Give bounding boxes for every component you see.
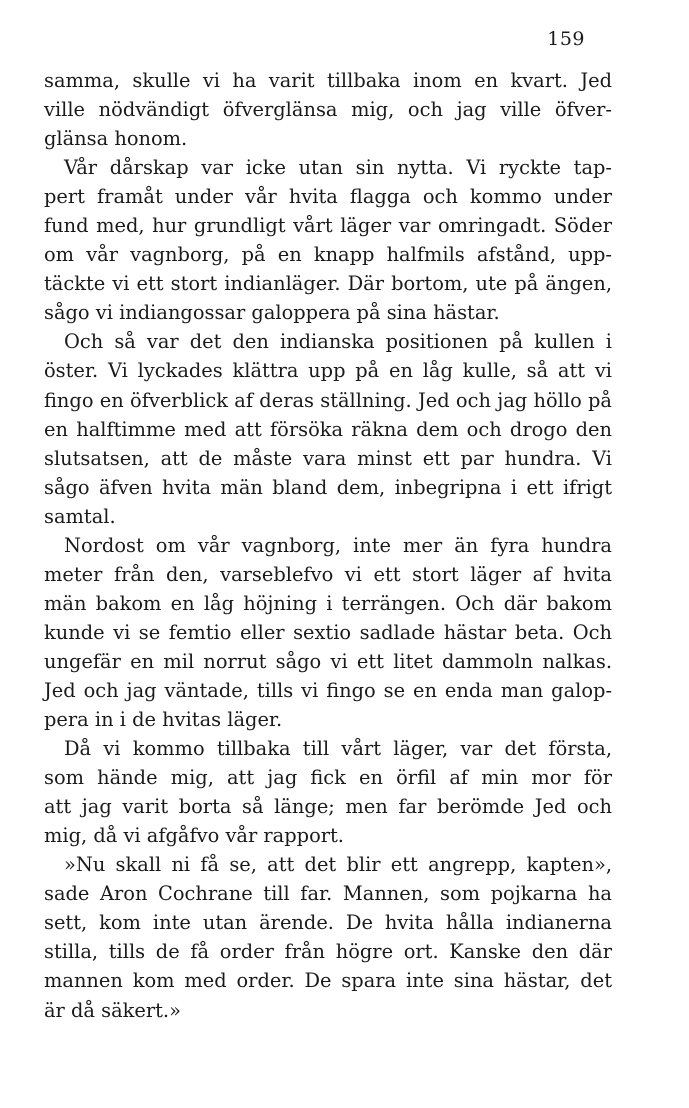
body-text	[44, 66, 612, 1025]
text-line: Nordost om vår vagnborg, inte mer än fyra hundra	[64, 533, 612, 557]
text-line: pert framåt under vår hvita flagga och kommo under	[44, 185, 612, 209]
text-line: fingo en öfverblick af deras ställning. Jed och jag höllo på	[44, 388, 612, 412]
text-line: sågo vi indiangossar galoppera på sina hästar.	[44, 301, 500, 325]
text-line: som hände mig, att jag fick en örfil af min mor för	[44, 766, 612, 790]
text-line: öster. Vi lyckades klättra upp på en låg kulle, så att vi	[44, 359, 612, 383]
text-line: män bakom en låg höjning i terrängen. Och där bakom	[44, 591, 612, 615]
text-line: att jag varit borta så länge; men far berömde Jed och	[44, 795, 612, 819]
text-line: täckte vi ett stort indianläger. Där bortom, ute på ängen,	[44, 272, 612, 296]
text-line: Vår dårskap var icke utan sin nytta. Vi ryckte tap-	[64, 156, 612, 180]
text-line: sade Aron Cochrane till far. Mannen, som pojkarna ha	[44, 882, 612, 906]
text-line: Då vi kommo tillbaka till vårt läger, var det första,	[64, 737, 612, 761]
text-line: ville nödvändigt öfverglänsa mig, och jag ville öfver-	[44, 98, 612, 122]
text-line: samma, skulle vi ha varit tillbaka inom en kvart. Jed	[44, 69, 612, 92]
text-line: glänsa honom.	[44, 127, 188, 151]
text-line: är då säkert.»	[44, 998, 181, 1022]
text-line: om vår vagnborg, på en knapp halfmils afstånd, upp-	[44, 243, 612, 267]
text-line: mannen kom med order. De spara inte sina hästar, det	[44, 969, 612, 993]
text-line: fund med, hur grundligt vårt läger var omringadt. Söder	[44, 214, 612, 238]
text-line: ungefär en mil norrut sågo vi ett litet dammoln nalkas.	[44, 649, 612, 673]
text-line: samtal.	[44, 504, 116, 528]
text-line: mig, då vi afgåfvo vår rapport.	[44, 824, 344, 848]
text-line: kunde vi se femtio eller sextio sadlade hästar beta. Och	[44, 620, 612, 644]
text-line: pera in i de hvitas läger.	[44, 708, 283, 732]
text-line: en halftimme med att försöka räkna dem och drogo den	[44, 417, 612, 441]
page-number: 159	[547, 28, 585, 50]
text-line: meter från den, varseblefvo vi ett stort läger af hvita	[44, 562, 612, 586]
text-line: sågo äfven hvita män bland dem, inbegripna i ett ifrigt	[44, 475, 612, 499]
text-line: sett, kom inte utan ärende. De hvita hålla indianerna	[44, 911, 612, 935]
text-line: »Nu skall ni få se, att det blir ett angrepp, kapten»,	[64, 853, 612, 877]
text-line: stilla, tills de få order från högre ort. Kanske den där	[44, 940, 612, 964]
text-line: Jed och jag väntade, tills vi fingo se en enda man galop-	[44, 678, 612, 702]
text-line: slutsatsen, att de måste vara minst ett par hundra. Vi	[44, 446, 612, 470]
text-line: Och så var det den indianska positionen på kullen i	[64, 330, 612, 354]
